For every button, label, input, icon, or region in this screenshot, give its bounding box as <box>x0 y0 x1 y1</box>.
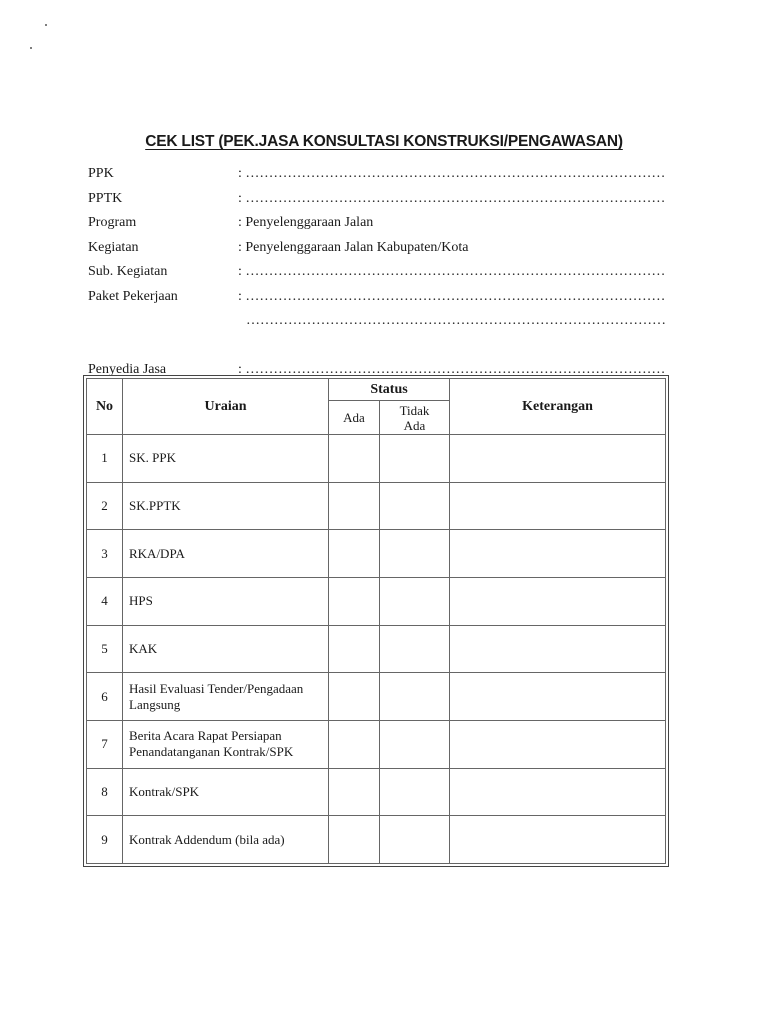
info-value: ……………………………………………………………………………… <box>246 313 666 328</box>
status-tidak-ada-cell[interactable] <box>380 578 450 626</box>
info-label: PPK <box>88 166 114 181</box>
status-ada-cell[interactable] <box>329 721 380 769</box>
info-row-paket-pekerjaan <box>88 289 678 314</box>
scan-speck <box>30 47 32 49</box>
scan-speck <box>45 24 47 26</box>
status-ada-cell[interactable] <box>329 530 380 578</box>
header-keterangan: Keterangan <box>450 379 666 435</box>
status-tidak-ada-cell[interactable] <box>380 530 450 578</box>
info-section <box>88 166 678 386</box>
header-status: Status <box>329 379 450 401</box>
table-header-row <box>87 379 666 401</box>
info-label: Sub. Kegiatan <box>88 264 168 279</box>
status-tidak-ada-cell[interactable] <box>380 673 450 721</box>
row-number: 5 <box>87 625 123 673</box>
row-number: 1 <box>87 435 123 483</box>
header-ada: Ada <box>329 401 380 435</box>
info-row-ppk <box>88 166 678 191</box>
row-number: 4 <box>87 578 123 626</box>
info-label: Penyedia Jasa <box>88 361 167 377</box>
header-tidak-ada: Tidak Ada <box>380 401 450 435</box>
row-number: 3 <box>87 530 123 578</box>
table-row <box>87 482 666 530</box>
table-row <box>87 578 666 626</box>
row-uraian: Kontrak Addendum (bila ada) <box>123 816 329 864</box>
table-row <box>87 721 666 769</box>
status-tidak-ada-cell[interactable] <box>380 482 450 530</box>
checklist-table <box>86 378 666 864</box>
info-label: Program <box>88 215 137 230</box>
info-value: : Penyelenggaraan Jalan Kabupaten/Kota <box>238 239 469 255</box>
row-uraian: HPS <box>123 578 329 626</box>
keterangan-cell[interactable] <box>450 673 666 721</box>
status-tidak-ada-cell[interactable] <box>380 721 450 769</box>
keterangan-cell[interactable] <box>450 435 666 483</box>
info-value: : ……………………………………………………………………………… <box>238 361 666 377</box>
row-number: 9 <box>87 816 123 864</box>
status-ada-cell[interactable] <box>329 578 380 626</box>
info-value: : ……………………………………………………………………………… <box>238 288 666 304</box>
header-uraian: Uraian <box>123 379 329 435</box>
table-row <box>87 673 666 721</box>
status-tidak-ada-cell[interactable] <box>380 625 450 673</box>
keterangan-cell[interactable] <box>450 482 666 530</box>
info-row-pptk <box>88 191 678 216</box>
keterangan-cell[interactable] <box>450 578 666 626</box>
info-row-program <box>88 215 678 240</box>
info-row-kegiatan <box>88 240 678 265</box>
row-uraian: Kontrak/SPK <box>123 768 329 816</box>
keterangan-cell[interactable] <box>450 816 666 864</box>
row-uraian: RKA/DPA <box>123 530 329 578</box>
table-row <box>87 625 666 673</box>
info-value: : ……………………………………………………………………………… <box>238 166 666 181</box>
header-no: No <box>87 379 123 435</box>
info-row-paket-continuation <box>88 313 678 338</box>
row-number: 8 <box>87 768 123 816</box>
row-uraian: SK.PPTK <box>123 482 329 530</box>
table-row <box>87 435 666 483</box>
keterangan-cell[interactable] <box>450 530 666 578</box>
status-ada-cell[interactable] <box>329 768 380 816</box>
info-value: : Penyelenggaraan Jalan <box>238 215 374 230</box>
row-number: 6 <box>87 673 123 721</box>
status-tidak-ada-cell[interactable] <box>380 816 450 864</box>
keterangan-cell[interactable] <box>450 721 666 769</box>
table-row <box>87 816 666 864</box>
status-tidak-ada-cell[interactable] <box>380 435 450 483</box>
status-ada-cell[interactable] <box>329 435 380 483</box>
row-uraian: Hasil Evaluasi Tender/Pengadaan Langsung <box>123 673 329 721</box>
info-value: : ……………………………………………………………………………… <box>238 264 666 279</box>
row-uraian: SK. PPK <box>123 435 329 483</box>
row-number: 2 <box>87 482 123 530</box>
page-title: CEK LIST (PEK.JASA KONSULTASI KONSTRUKSI/PENGAWASAN) <box>145 133 623 150</box>
status-tidak-ada-cell[interactable] <box>380 768 450 816</box>
info-label: PPTK <box>88 190 123 206</box>
status-ada-cell[interactable] <box>329 816 380 864</box>
keterangan-cell[interactable] <box>450 768 666 816</box>
row-uraian: Berita Acara Rapat Persiapan Penandatanganan Kontrak/SPK <box>123 721 329 769</box>
status-ada-cell[interactable] <box>329 482 380 530</box>
status-ada-cell[interactable] <box>329 625 380 673</box>
status-ada-cell[interactable] <box>329 673 380 721</box>
row-number: 7 <box>87 721 123 769</box>
info-label: Paket Pekerjaan <box>88 288 178 304</box>
info-row-sub-kegiatan <box>88 264 678 289</box>
keterangan-cell[interactable] <box>450 625 666 673</box>
row-uraian: KAK <box>123 625 329 673</box>
table-row <box>87 530 666 578</box>
table-row <box>87 768 666 816</box>
info-value: : ……………………………………………………………………………… <box>238 190 666 206</box>
info-label: Kegiatan <box>88 239 139 255</box>
